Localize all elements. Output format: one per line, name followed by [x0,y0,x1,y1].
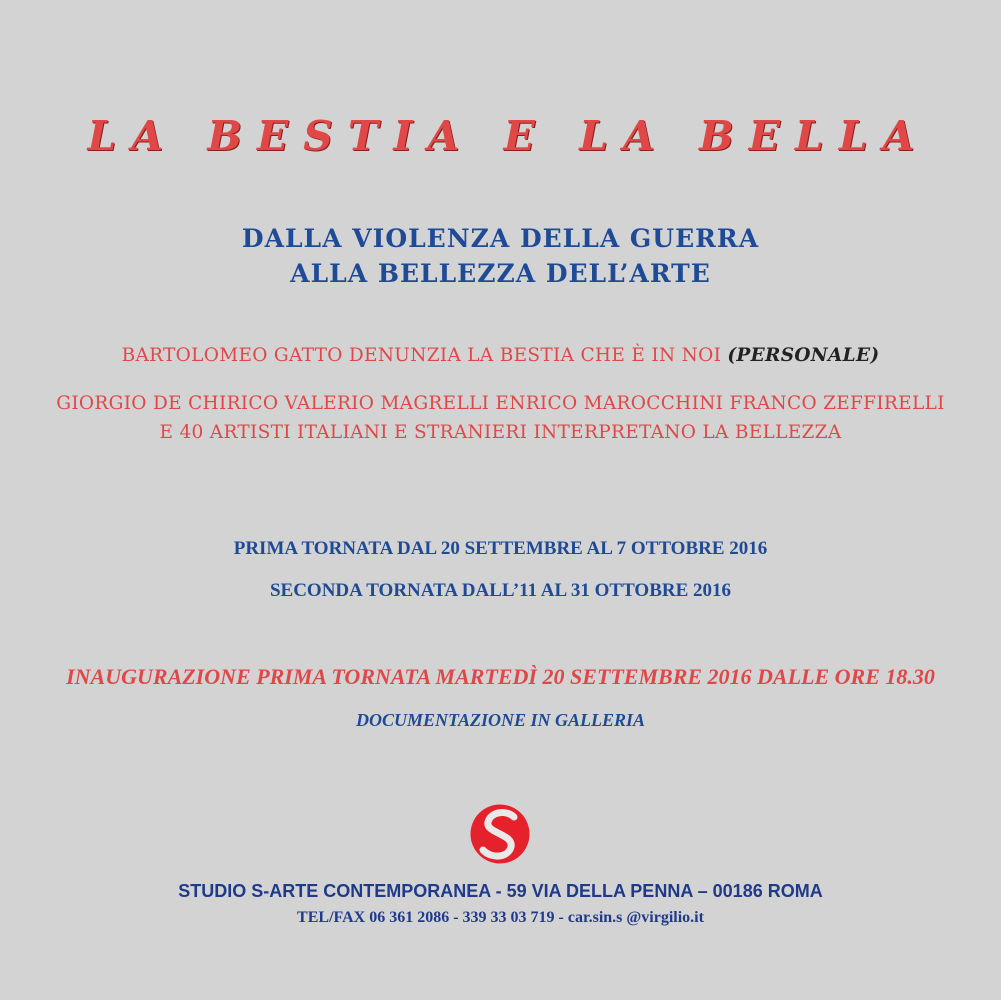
subtitle-line-2: ALLA BELLEZZA DELL’ARTE [290,259,711,288]
studio-address: STUDIO S-ARTE CONTEMPORANEA - 59 VIA DELLA PENNA – 00186 ROMA [178,881,823,901]
personal-exhibition-text: BARTOLOMEO GATTO DENUNZIA LA BESTIA CHE È IN NOI [121,345,728,366]
s-logo-icon [469,803,531,865]
artists-line-2: E 40 ARTISTI ITALIANI E STRANIERI INTERPRETANO LA BELLEZZA [159,422,842,443]
artists-line-1: GIORGIO DE CHIRICO VALERIO MAGRELLI ENRICO MAROCCHINI FRANCO ZEFFIRELLI [56,393,945,414]
personal-exhibition-line [0,345,1001,366]
documentation-text: DOCUMENTAZIONE IN GALLERIA [355,710,646,730]
second-round-dates: SECONDA TORNATA DALL’11 AL 31 OTTOBRE 2016 [269,580,732,601]
contact-info: TEL/FAX 06 361 2086 - 339 33 03 719 - car.sin.s @virgilio.it [297,909,704,926]
inauguration-text: INAUGURAZIONE PRIMA TORNATA MARTEDÌ 20 SETTEMBRE 2016 DALLE ORE 18.30 [66,664,935,689]
personale-tag: (PERSONALE) [727,345,880,366]
page-title: LA BESTIA E LA BELLA [87,112,930,160]
subtitle-line-1: DALLA VIOLENZA DELLA GUERRA [241,224,760,253]
first-round-dates: PRIMA TORNATA DAL 20 SETTEMBRE AL 7 OTTOBRE 2016 [233,538,768,559]
